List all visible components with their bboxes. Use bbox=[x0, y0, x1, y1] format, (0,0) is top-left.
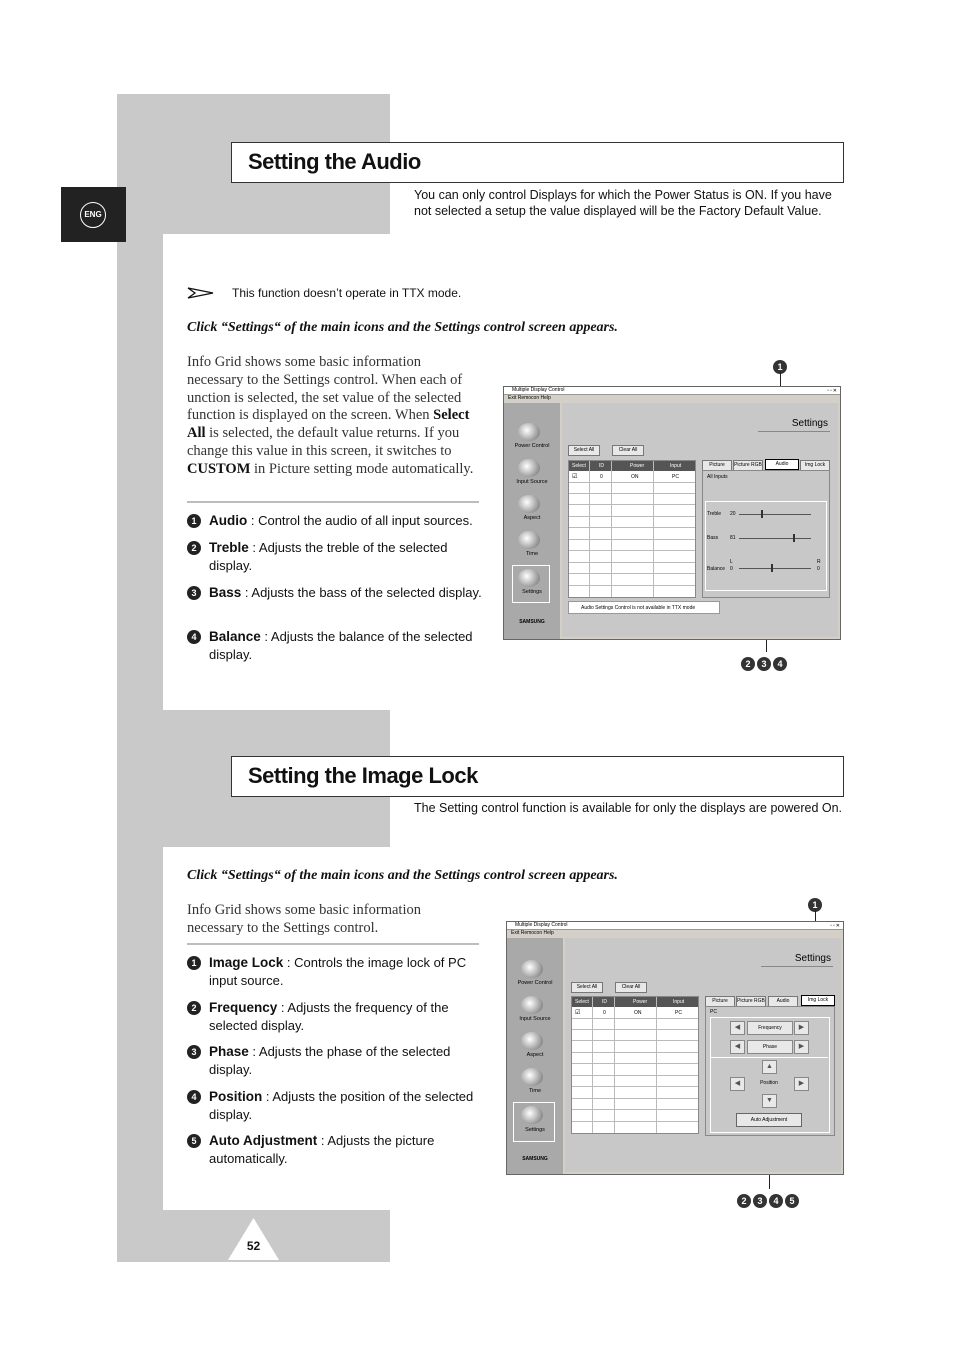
imagelock-info: Info Grid shows some basic information necessary to the Settings control. bbox=[187, 902, 421, 936]
position-label: Position bbox=[760, 1080, 778, 1086]
imagelock-intro: The Setting control function is available for only the displays are powered On. bbox=[414, 801, 843, 815]
imagelock-item-term: Phase bbox=[209, 1044, 249, 1059]
settings-heading: Settings bbox=[791, 418, 828, 429]
side-panel bbox=[504, 403, 560, 639]
clear-all-button[interactable]: Clear All bbox=[615, 982, 647, 993]
treble-slider-thumb[interactable] bbox=[761, 510, 763, 518]
imagelock-item-desc: : Controls the image lock of PC input source. bbox=[209, 955, 467, 988]
imagelock-callout-bottom: 2 3 4 5 bbox=[737, 1191, 801, 1209]
audio-item-desc: : Adjusts the treble of the selected display. bbox=[209, 540, 448, 573]
audio-item-3 bbox=[187, 584, 482, 622]
imagelock-title-box bbox=[231, 756, 844, 797]
imagelock-item-2 bbox=[187, 999, 482, 1037]
side-label: Time bbox=[525, 551, 539, 557]
tab-audio[interactable]: Audio bbox=[765, 459, 799, 470]
page-number: 52 bbox=[246, 1239, 261, 1253]
select-all-button[interactable]: Select All bbox=[571, 982, 603, 993]
number-badge: 2 bbox=[187, 1001, 201, 1015]
tab-img-lock[interactable]: Img Lock bbox=[801, 995, 835, 1006]
audio-item-desc: : Control the audio of all input sources. bbox=[247, 513, 473, 528]
side-label: Time bbox=[528, 1088, 542, 1094]
settings-heading: Settings bbox=[794, 953, 831, 964]
window-menu: Exit Remocon Help bbox=[511, 930, 554, 936]
audio-item-4 bbox=[187, 628, 482, 666]
number-badge: 2 bbox=[187, 541, 201, 555]
window-title: Multiple Display Control ▫▫✕ bbox=[507, 922, 843, 930]
audio-title-box bbox=[231, 142, 844, 183]
side-label: Power Control bbox=[514, 443, 550, 449]
side-label: Settings bbox=[522, 589, 542, 595]
side-label: Power Control bbox=[517, 980, 553, 986]
imagelock-item-desc: : Adjusts the frequency of the selected display. bbox=[209, 1000, 449, 1033]
imagelock-item-term: Image Lock bbox=[209, 955, 284, 970]
auto-adjustment-button[interactable]: Auto Adjustment bbox=[736, 1113, 802, 1127]
imagelock-item-term: Position bbox=[209, 1089, 263, 1104]
samsung-logo: SAMSUNG bbox=[522, 1156, 548, 1162]
audio-item-term: Bass bbox=[209, 585, 242, 600]
audio-callout-top: 1 bbox=[773, 357, 789, 375]
audio-info-select-all: Select All bbox=[187, 407, 470, 442]
imagelock-item-4 bbox=[187, 1088, 482, 1126]
select-all-button[interactable]: Select All bbox=[568, 445, 600, 456]
gray-band-left-1 bbox=[117, 234, 163, 710]
number-badge: 5 bbox=[187, 1134, 201, 1148]
language-badge: ENG bbox=[80, 202, 106, 228]
audio-item-2 bbox=[187, 539, 482, 577]
audio-click-instruction: Click “Settings“ of the main icons and the Settings control screen appears. bbox=[187, 320, 618, 335]
audio-info-a: Info Grid shows some basic information necessary to the Settings control. bbox=[187, 354, 421, 388]
side-label: Aspect bbox=[523, 515, 541, 521]
imagelock-divider bbox=[187, 943, 479, 945]
balance-slider-thumb[interactable] bbox=[771, 564, 773, 572]
window-title: Multiple Display Control ▫▫✕ bbox=[504, 387, 840, 395]
imagelock-item-term: Auto Adjustment bbox=[209, 1133, 318, 1148]
audio-info-d: in Picture setting mode automatically. bbox=[250, 460, 474, 477]
aspect-icon[interactable] bbox=[518, 495, 540, 513]
number-badge: 4 bbox=[187, 630, 201, 644]
number-badge: 1 bbox=[187, 514, 201, 528]
audio-panel: All Inputs Treble 20 Bass 81 Balance L 0 R 0 bbox=[702, 470, 830, 598]
frequency-label: Frequency bbox=[747, 1021, 793, 1035]
phase-right-button[interactable]: ▶ bbox=[794, 1040, 809, 1054]
gray-band-left-2 bbox=[117, 847, 163, 1210]
number-badge: 3 bbox=[187, 586, 201, 600]
imagelock-item-desc: : Adjusts the position of the selected display. bbox=[209, 1089, 474, 1122]
language-tab bbox=[61, 187, 126, 242]
time-icon[interactable] bbox=[518, 531, 540, 549]
tab-picture-rgb[interactable]: Picture RGB bbox=[733, 460, 763, 471]
info-grid: Select ID Power Input ☑ 0 ON PC bbox=[568, 460, 696, 598]
frequency-right-button[interactable]: ▶ bbox=[794, 1021, 809, 1035]
imagelock-item-3 bbox=[187, 1043, 482, 1081]
power-control-icon[interactable] bbox=[518, 423, 540, 441]
position-right-button[interactable]: ▶ bbox=[794, 1077, 809, 1091]
number-badge: 1 bbox=[187, 956, 201, 970]
window-menu: Exit Remocon Help bbox=[508, 395, 551, 401]
imagelock-app-window bbox=[506, 921, 844, 1175]
imagelock-item-1 bbox=[187, 954, 482, 992]
samsung-logo: SAMSUNG bbox=[519, 619, 545, 625]
audio-app-window bbox=[503, 386, 841, 640]
audio-item-desc: : Adjusts the bass of the selected display. bbox=[241, 585, 482, 600]
imagelock-item-term: Frequency bbox=[209, 1000, 278, 1015]
audio-intro: You can only control Displays for which the Power Status is ON. If you have not selected a setup the value displayed will be the Factory Default Value. bbox=[414, 188, 832, 218]
position-up-button[interactable]: ▲ bbox=[762, 1060, 777, 1074]
audio-info-b: When each of unction is selected, the set value of the selected function is displayed on the screen. When bbox=[187, 371, 463, 424]
frequency-left-button[interactable]: ◀ bbox=[730, 1021, 745, 1035]
arrow-note-icon bbox=[187, 286, 215, 303]
side-panel bbox=[507, 938, 563, 1174]
time-icon[interactable] bbox=[521, 1068, 543, 1086]
side-label: Input Source bbox=[519, 1016, 551, 1022]
audio-info-c: is selected, the default value returns. If you change this value in this screen, it switches to bbox=[187, 425, 460, 459]
imagelock-title: Setting the Image Lock bbox=[248, 763, 478, 788]
imagelock-item-5 bbox=[187, 1132, 482, 1170]
imagelock-item-desc: : Adjusts the picture automatically. bbox=[209, 1133, 435, 1166]
bass-slider-thumb[interactable] bbox=[793, 534, 795, 542]
audio-item-term: Balance bbox=[209, 629, 261, 644]
side-label: Input Source bbox=[516, 479, 548, 485]
audio-item-desc: : Adjusts the balance of the selected display. bbox=[209, 629, 473, 662]
main-area bbox=[562, 403, 838, 637]
clear-all-button[interactable]: Clear All bbox=[612, 445, 644, 456]
side-label: Aspect bbox=[526, 1052, 544, 1058]
main-area bbox=[565, 938, 841, 1172]
imagelock-click-instruction: Click “Settings“ of the main icons and the Settings control screen appears. bbox=[187, 868, 618, 883]
power-control-icon[interactable] bbox=[521, 960, 543, 978]
audio-callout-bottom: 2 3 4 bbox=[741, 654, 789, 672]
position-down-button[interactable]: ▼ bbox=[762, 1094, 777, 1108]
audio-info bbox=[187, 354, 477, 479]
settings-icon[interactable] bbox=[518, 569, 540, 587]
input-source-icon[interactable] bbox=[518, 459, 540, 477]
number-badge: 3 bbox=[187, 1045, 201, 1059]
tab-picture[interactable]: Picture bbox=[705, 996, 735, 1007]
settings-icon[interactable] bbox=[521, 1106, 543, 1124]
tab-picture-rgb[interactable]: Picture RGB bbox=[736, 996, 766, 1007]
audio-divider bbox=[187, 501, 479, 503]
ttx-message: Audio Settings Control is not available in TTX mode bbox=[568, 601, 720, 614]
audio-item-1 bbox=[187, 512, 482, 532]
phase-left-button[interactable]: ◀ bbox=[730, 1040, 745, 1054]
number-badge: 4 bbox=[187, 1090, 201, 1104]
imagelock-item-desc: : Adjusts the phase of the selected display. bbox=[209, 1044, 451, 1077]
tab-img-lock[interactable]: Img Lock bbox=[800, 460, 830, 471]
tab-audio[interactable]: Audio bbox=[768, 996, 798, 1007]
imagelock-callout-top: 1 bbox=[808, 895, 824, 913]
audio-note: This function doesn’t operate in TTX mode. bbox=[232, 286, 462, 300]
input-source-icon[interactable] bbox=[521, 996, 543, 1014]
phase-label: Phase bbox=[747, 1040, 793, 1054]
side-label: Settings bbox=[525, 1127, 545, 1133]
audio-title: Setting the Audio bbox=[248, 149, 421, 174]
tab-picture[interactable]: Picture bbox=[702, 460, 732, 471]
audio-info-custom: CUSTOM bbox=[187, 460, 251, 477]
audio-item-term: Audio bbox=[209, 513, 248, 528]
audio-item-term: Treble bbox=[209, 540, 249, 555]
aspect-icon[interactable] bbox=[521, 1032, 543, 1050]
position-left-button[interactable]: ◀ bbox=[730, 1077, 745, 1091]
imagelock-panel: PC ◀ Frequency ▶ ◀ Phase ▶ ▲ ◀ Position ▶ ▼ Auto Adjustment bbox=[705, 1006, 835, 1136]
info-grid: Select ID Power Input ☑ 0 ON PC bbox=[571, 996, 699, 1134]
